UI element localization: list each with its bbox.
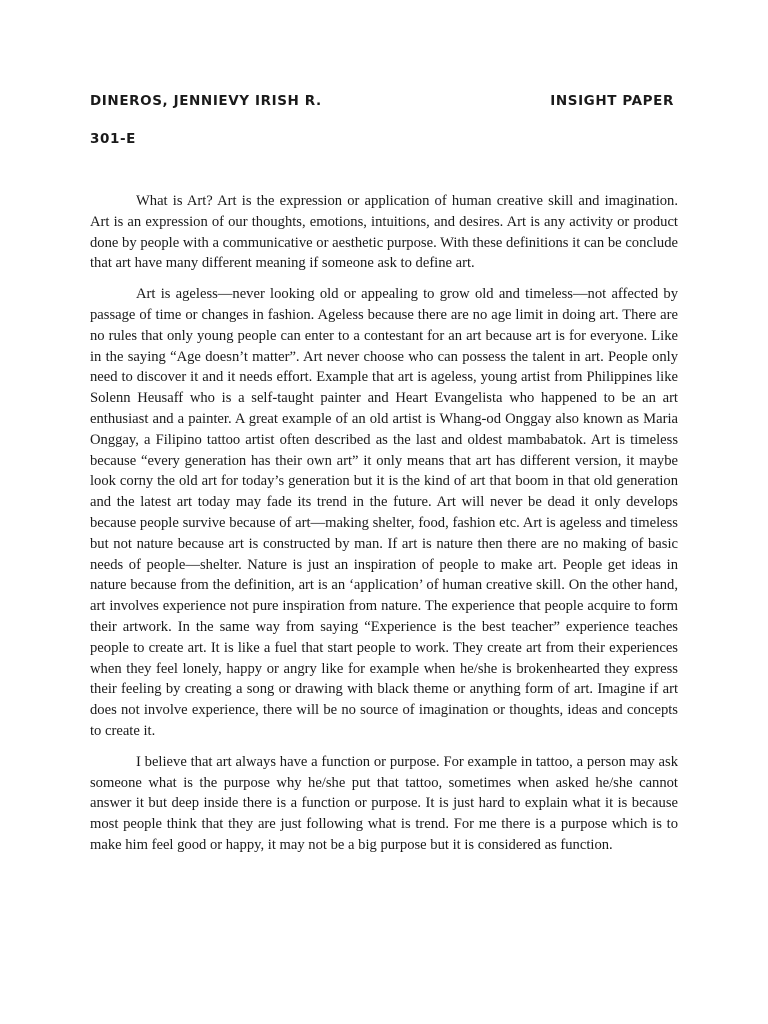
paragraph: Art is ageless—never looking old or appealing to grow old and timeless—not affected by passage of time or changes in fashion. Ageless because there are no age limit in doing art. There are no rules that only young people can enter to a contestant for an art because art is for everyone. Like in the saying “Age doesn’t matter”. Art never choose who can possess the talent in art. People only need to discover it and it needs effort. Example that art is ageless, young artist from Philippines like Solenn Heusaff who is a self-taught painter and Heart Evangelista who happened to be an art enthusiast and a painter. A great example of an old artist is Whang-od Onggay also known as Maria Onggay, a Filipino tattoo artist often described as the last and oldest mambabatok. Art is timeless because “every generation has their own art” it only means that art has different version, it maybe look corny the old art for today’s generation but it is the kind of art that boom in that old generation and the latest art today may fade its trend in the future. Art will never be dead it only develops because people survive because of art—making shelter, food, fashion etc. Art is ageless and timeless but not nature because art is constructed by man. If art is nature then there are no making of basic needs of people—shelter. Nature is just an inspiration of people to make art. People get ideas in nature because from the definition, art is an ‘application’ of human creative skill. On the other hand, art involves experience not pure inspiration from nature. The experience that people acquire to form their artwork. In the same way from saying “Experience is the best teacher” experience teaches people to create art. It is like a fuel that start people to work. They create art from their experiences when they feel lonely, happy or angry like for example when he/she is brokenhearted they express their feeling by creating a song or drawing with black theme or anything form of art. Imagine if art does not involve experience, there will be no source of imagination or thoughts, ideas and concepts to create it.: [90, 286, 678, 739]
body-text: [90, 191, 678, 866]
section-label: 301-E: [90, 131, 137, 147]
document-type: INSIGHT PAPER: [550, 93, 674, 109]
author-name: DINEROS, JENNIEVY IRISH R.: [90, 93, 322, 109]
header-row: [90, 93, 680, 115]
paragraph: What is Art? Art is the expression or application of human creative skill and imagination. Art is an expression of our thoughts, emotions, intuitions, and desires. Art is any activity or product done by people with a communicative or aesthetic purpose. With these definitions it can be conclude that art have many different meaning if someone ask to define art.: [90, 193, 678, 272]
paragraph: I believe that art always have a function or purpose. For example in tattoo, a person may ask someone what is the purpose why he/she put that tattoo, sometimes when asked he/she cannot answer it but deep inside there is a function or purpose. It is just hard to explain what it is because most people think that they are just following what is trend. For me there is a purpose which is to make him feel good or happy, it may not be a big purpose but it is considered as function.: [90, 753, 678, 853]
